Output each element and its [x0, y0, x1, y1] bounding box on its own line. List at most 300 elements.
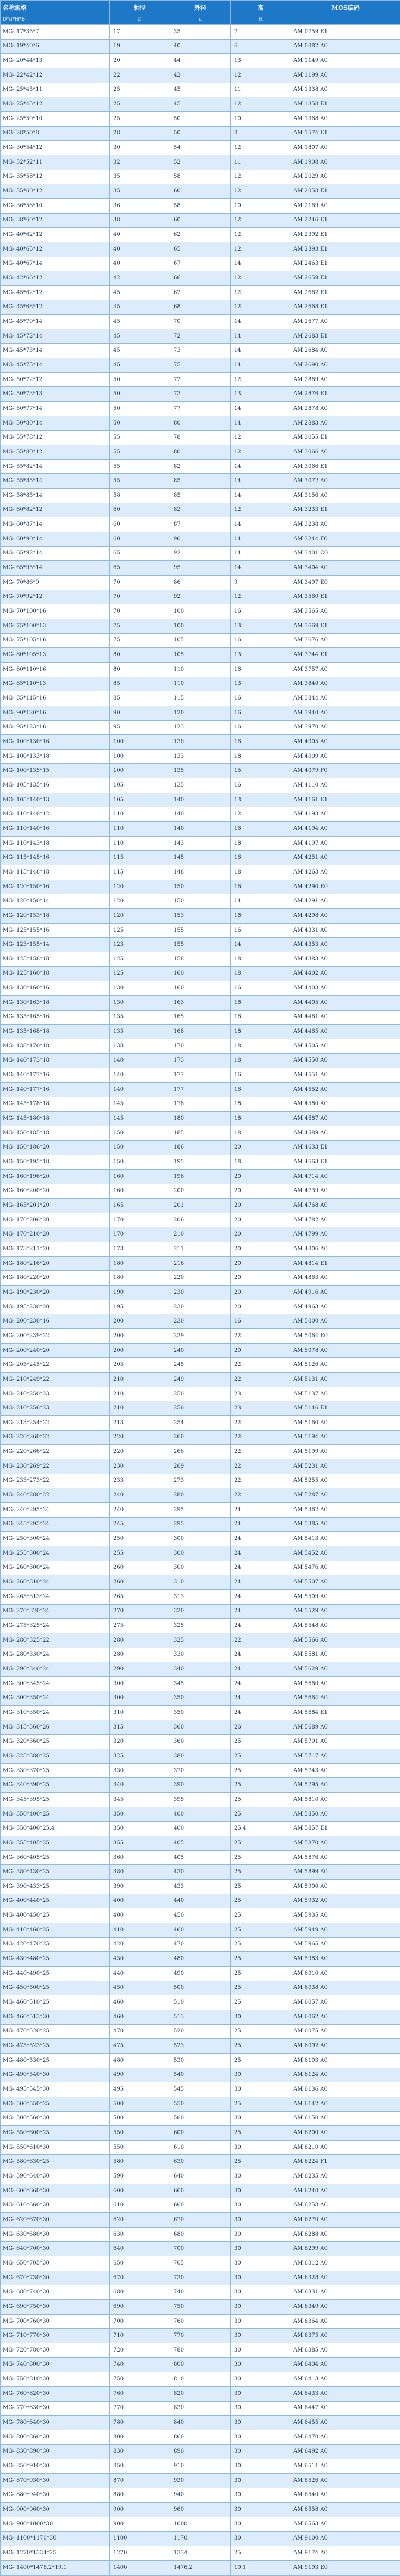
table-row — [1, 54, 400, 68]
cell-outer-diameter: 177 — [170, 1068, 231, 1083]
cell-shaft-diameter: 300 — [110, 1691, 170, 1706]
cell-shaft-diameter: 195 — [110, 1300, 170, 1314]
cell-mos-code: AM 3072 A0 — [291, 474, 400, 489]
table-row — [1, 1604, 400, 1619]
table-row — [1, 517, 400, 532]
cell-height: 25 — [231, 1763, 291, 1778]
cell-height: 30 — [231, 2386, 291, 2401]
cell-mos-code: AM 5413 A0 — [291, 1532, 400, 1546]
cell-mos-code: AM 3401 C0 — [291, 546, 400, 561]
cell-shaft-diameter: 145 — [110, 1097, 170, 1112]
cell-shaft-diameter: 60 — [110, 517, 170, 532]
cell-outer-diameter: 158 — [170, 952, 231, 967]
cell-mos-code: AM 6511 A0 — [291, 2459, 400, 2474]
cell-height: 16 — [231, 735, 291, 750]
cell-name-spec: MG- 240*280*22 — [1, 1488, 110, 1503]
cell-height: 14 — [231, 894, 291, 909]
cell-mos-code: AM 6364 A0 — [291, 2314, 400, 2329]
cell-outer-diameter: 260 — [170, 1430, 231, 1445]
table-row — [1, 2430, 400, 2444]
cell-shaft-diameter: 50 — [110, 387, 170, 402]
table-row — [1, 981, 400, 996]
cell-name-spec: MG- 850*910*30 — [1, 2459, 110, 2474]
cell-height: 7 — [231, 25, 291, 40]
cell-shaft-diameter: 460 — [110, 2010, 170, 2024]
cell-mos-code: AM 3676 A0 — [291, 633, 400, 648]
cell-mos-code: AM 6150 A0 — [291, 2111, 400, 2126]
table-row — [1, 402, 400, 416]
table-row — [1, 590, 400, 604]
cell-mos-code: AM 6455 A0 — [291, 2416, 400, 2430]
table-row — [1, 1546, 400, 1561]
cell-mos-code: AM 4161 E1 — [291, 793, 400, 807]
cell-outer-diameter: 70 — [170, 315, 231, 329]
cell-name-spec: MG- 640*700*30 — [1, 2242, 110, 2256]
table-row — [1, 83, 400, 97]
cell-mos-code: AM 2883 A0 — [291, 416, 400, 431]
cell-shaft-diameter: 22 — [110, 68, 170, 83]
cell-mos-code: AM 5581 A0 — [291, 1648, 400, 1662]
table-row — [1, 1923, 400, 1937]
table-row — [1, 1735, 400, 1749]
table-row — [1, 619, 400, 633]
cell-mos-code: AM 6413 A0 — [291, 2372, 400, 2387]
cell-mos-code: AM 4505 A0 — [291, 1039, 400, 1053]
cell-shaft-diameter: 400 — [110, 1908, 170, 1923]
cell-mos-code: AM 6124 A0 — [291, 2068, 400, 2082]
cell-mos-code: AM 2393 E1 — [291, 242, 400, 257]
cell-height: 20 — [231, 1256, 291, 1271]
cell-shaft-diameter: 17 — [110, 25, 170, 40]
cell-shaft-diameter: 40 — [110, 242, 170, 257]
cell-height: 20 — [231, 1242, 291, 1257]
cell-height: 16 — [231, 662, 291, 677]
cell-outer-diameter: 100 — [170, 604, 231, 619]
cell-height: 25 — [231, 1952, 291, 1967]
cell-outer-diameter: 266 — [170, 1445, 231, 1459]
cell-shaft-diameter: 45 — [110, 285, 170, 300]
cell-outer-diameter: 163 — [170, 995, 231, 1010]
cell-shaft-diameter: 110 — [110, 822, 170, 837]
cell-outer-diameter: 250 — [170, 1387, 231, 1401]
cell-shaft-diameter: 410 — [110, 1923, 170, 1937]
cell-mos-code: AM 4714 A0 — [291, 1169, 400, 1184]
table-row — [1, 1908, 400, 1923]
cell-outer-diameter: 73 — [170, 387, 231, 402]
cell-shaft-diameter: 870 — [110, 2473, 170, 2488]
cell-name-spec: MG- 50*72*12 — [1, 372, 110, 387]
cell-mos-code: AM 4806 A0 — [291, 1242, 400, 1257]
cell-shaft-diameter: 100 — [110, 749, 170, 764]
cell-outer-diameter: 35 — [170, 25, 231, 40]
cell-height: 12 — [231, 271, 291, 286]
cell-outer-diameter: 40 — [170, 39, 231, 54]
cell-shaft-diameter: 275 — [110, 1619, 170, 1633]
cell-name-spec: MG- 120*150*14 — [1, 894, 110, 909]
cell-shaft-diameter: 45 — [110, 344, 170, 358]
cell-height: 16 — [231, 720, 291, 735]
cell-mos-code: AM 6299 A0 — [291, 2242, 400, 2256]
cell-mos-code: AM 3744 E1 — [291, 648, 400, 663]
cell-shaft-diameter: 170 — [110, 1213, 170, 1227]
cell-name-spec: MG- 720*780*30 — [1, 2343, 110, 2358]
cell-shaft-diameter: 160 — [110, 1169, 170, 1184]
cell-name-spec: MG- 45*62*12 — [1, 285, 110, 300]
table-row — [1, 1300, 400, 1314]
cell-shaft-diameter: 173 — [110, 1242, 170, 1257]
cell-height: 14 — [231, 329, 291, 344]
cell-name-spec: MG- 80*105*13 — [1, 648, 110, 663]
cell-outer-diameter: 100 — [170, 619, 231, 633]
cell-height: 24 — [231, 1706, 291, 1720]
cell-mos-code: AM 6270 A0 — [291, 2213, 400, 2228]
cell-outer-diameter: 90 — [170, 532, 231, 546]
cell-outer-diameter: 313 — [170, 1589, 231, 1604]
cell-height: 30 — [231, 2488, 291, 2503]
cell-height: 25 — [231, 1793, 291, 1807]
cell-mos-code: AM 5287 A0 — [291, 1488, 400, 1503]
cell-outer-diameter: 60 — [170, 213, 231, 228]
cell-height: 18 — [231, 952, 291, 967]
cell-name-spec: MG- 25*45*11 — [1, 83, 110, 97]
cell-outer-diameter: 230 — [170, 1300, 231, 1314]
cell-outer-diameter: 210 — [170, 1227, 231, 1242]
cell-height: 13 — [231, 619, 291, 633]
table-row — [1, 1763, 400, 1778]
cell-name-spec: MG- 130*163*18 — [1, 995, 110, 1010]
cell-outer-diameter: 42 — [170, 68, 231, 83]
cell-height: 16 — [231, 1010, 291, 1025]
cell-height: 20 — [231, 1213, 291, 1227]
table-row — [1, 2184, 400, 2198]
cell-shaft-diameter: 340 — [110, 1778, 170, 1793]
cell-name-spec: MG- 45*73*14 — [1, 344, 110, 358]
cell-height: 25 — [231, 1778, 291, 1793]
table-row — [1, 155, 400, 170]
cell-shaft-diameter: 830 — [110, 2444, 170, 2459]
cell-outer-diameter: 860 — [170, 2430, 231, 2444]
cell-mos-code: AM 6136 A0 — [291, 2082, 400, 2097]
cell-height: 20 — [231, 1227, 291, 1242]
cell-outer-diameter: 82 — [170, 459, 231, 474]
table-row — [1, 1155, 400, 1170]
table-row — [1, 1488, 400, 1503]
cell-mos-code: AM 5795 A0 — [291, 1778, 400, 1793]
cell-shaft-diameter: 170 — [110, 1227, 170, 1242]
cell-outer-diameter: 256 — [170, 1401, 231, 1416]
table-row — [1, 141, 400, 155]
cell-name-spec: MG- 340*390*25 — [1, 1778, 110, 1793]
cell-height: 24 — [231, 1676, 291, 1691]
cell-shaft-diameter: 95 — [110, 720, 170, 735]
table-row — [1, 648, 400, 663]
cell-shaft-diameter: 140 — [110, 1082, 170, 1097]
cell-shaft-diameter: 140 — [110, 1068, 170, 1083]
cell-mos-code: AM 2246 E1 — [291, 213, 400, 228]
cell-height: 18 — [231, 909, 291, 924]
cell-height: 30 — [231, 2517, 291, 2531]
cell-mos-code: AM 5932 A0 — [291, 1894, 400, 1908]
cell-mos-code: AM 2869 A0 — [291, 372, 400, 387]
cell-mos-code: AM 5529 A0 — [291, 1604, 400, 1619]
cell-shaft-diameter: 80 — [110, 648, 170, 663]
table-row — [1, 2097, 400, 2111]
cell-shaft-diameter: 300 — [110, 1676, 170, 1691]
table-row — [1, 2242, 400, 2256]
table-row — [1, 474, 400, 489]
cell-height: 30 — [231, 2198, 291, 2213]
cell-name-spec: MG- 300*345*24 — [1, 1676, 110, 1691]
cell-outer-diameter: 249 — [170, 1373, 231, 1387]
cell-name-spec: MG- 30*54*12 — [1, 141, 110, 155]
cell-outer-diameter: 440 — [170, 1894, 231, 1908]
cell-outer-diameter: 220 — [170, 1271, 231, 1286]
cell-name-spec: MG- 120*150*16 — [1, 880, 110, 894]
table-row — [1, 1126, 400, 1140]
table-row — [1, 909, 400, 924]
cell-height: 14 — [231, 257, 291, 271]
cell-mos-code: AM 5965 A0 — [291, 1937, 400, 1952]
table-row — [1, 2488, 400, 2503]
cell-outer-diameter: 73 — [170, 344, 231, 358]
cell-shaft-diameter: 90 — [110, 706, 170, 720]
cell-height: 30 — [231, 2169, 291, 2184]
cell-mos-code: AM 9174 A0 — [291, 2546, 400, 2561]
cell-outer-diameter: 173 — [170, 1053, 231, 1068]
table-row — [1, 1416, 400, 1431]
cell-outer-diameter: 72 — [170, 372, 231, 387]
cell-name-spec: MG- 770*830*30 — [1, 2401, 110, 2416]
cell-outer-diameter: 254 — [170, 1416, 231, 1431]
table-row — [1, 1025, 400, 1039]
cell-height: 23 — [231, 1401, 291, 1416]
cell-outer-diameter: 1000 — [170, 2517, 231, 2531]
cell-height: 10 — [231, 111, 291, 126]
table-row — [1, 1169, 400, 1184]
table-row — [1, 1966, 400, 1981]
cell-height: 10 — [231, 198, 291, 213]
cell-shaft-diameter: 460 — [110, 1995, 170, 2010]
cell-mos-code: AM 6288 A0 — [291, 2227, 400, 2242]
cell-mos-code: AM 5949 A0 — [291, 1923, 400, 1937]
cell-outer-diameter: 230 — [170, 1286, 231, 1300]
table-row — [1, 1749, 400, 1764]
cell-height: 30 — [231, 2459, 291, 2474]
cell-name-spec: MG- 45*68*12 — [1, 300, 110, 315]
cell-mos-code: AM 4587 A0 — [291, 1112, 400, 1126]
cell-mos-code: AM 4251 A0 — [291, 851, 400, 865]
cell-shaft-diameter: 260 — [110, 1561, 170, 1575]
table-row — [1, 2068, 400, 2082]
table-row — [1, 2416, 400, 2430]
cell-name-spec: MG- 165*201*20 — [1, 1199, 110, 1213]
cell-mos-code: AM 2683 E1 — [291, 329, 400, 344]
cell-name-spec: MG- 140*177*16 — [1, 1082, 110, 1097]
table-row — [1, 1633, 400, 1648]
cell-mos-code: AM 3244 F0 — [291, 532, 400, 546]
cell-name-spec: MG- 480*530*25 — [1, 2053, 110, 2068]
table-row — [1, 198, 400, 213]
cell-name-spec: MG- 260*300*24 — [1, 1561, 110, 1575]
table-row — [1, 228, 400, 242]
cell-shaft-diameter: 110 — [110, 807, 170, 822]
cell-shaft-diameter: 200 — [110, 1343, 170, 1358]
cell-shaft-diameter: 100 — [110, 735, 170, 750]
cell-name-spec: MG- 180*220*20 — [1, 1271, 110, 1286]
table-row — [1, 1227, 400, 1242]
table-row — [1, 2111, 400, 2126]
table-row — [1, 2024, 400, 2039]
cell-height: 23 — [231, 1387, 291, 1401]
cell-mos-code: AM 4863 A0 — [291, 1271, 400, 1286]
cell-outer-diameter: 123 — [170, 720, 231, 735]
cell-name-spec: MG- 145*178*18 — [1, 1097, 110, 1112]
cell-height: 16 — [231, 880, 291, 894]
cell-mos-code: AM 4263 A0 — [291, 865, 400, 880]
header-row — [1, 1, 400, 15]
cell-name-spec: MG- 600*660*30 — [1, 2184, 110, 2198]
cell-mos-code: AM 1199 A0 — [291, 68, 400, 83]
cell-outer-diameter: 450 — [170, 1908, 231, 1923]
cell-outer-diameter: 380 — [170, 1749, 231, 1764]
cell-mos-code: AM 6563 A0 — [291, 2517, 400, 2531]
table-row — [1, 213, 400, 228]
cell-shaft-diameter: 800 — [110, 2430, 170, 2444]
cell-shaft-diameter: 720 — [110, 2343, 170, 2358]
cell-shaft-diameter: 680 — [110, 2285, 170, 2300]
cell-height: 25 — [231, 1908, 291, 1923]
cell-height: 24 — [231, 1546, 291, 1561]
cell-mos-code: AM 6062 A0 — [291, 2010, 400, 2024]
table-row — [1, 431, 400, 445]
cell-shaft-diameter: 270 — [110, 1604, 170, 1619]
cell-shaft-diameter: 150 — [110, 1155, 170, 1170]
cell-mos-code: AM 6075 A0 — [291, 2024, 400, 2039]
cell-mos-code: AM 6092 A0 — [291, 2039, 400, 2054]
cell-height: 20 — [231, 1169, 291, 1184]
cell-outer-diameter: 44 — [170, 54, 231, 68]
cell-name-spec: MG- 35*58*12 — [1, 170, 110, 184]
cell-shaft-diameter: 40 — [110, 228, 170, 242]
cell-mos-code: AM 1368 A0 — [291, 111, 400, 126]
cell-shaft-diameter: 35 — [110, 184, 170, 199]
cell-shaft-diameter: 590 — [110, 2169, 170, 2184]
cell-name-spec: MG- 233*273*22 — [1, 1474, 110, 1488]
cell-outer-diameter: 58 — [170, 170, 231, 184]
cell-height: 30 — [231, 2357, 291, 2372]
cell-height: 12 — [231, 372, 291, 387]
table-row — [1, 2372, 400, 2387]
table-row — [1, 1532, 400, 1546]
cell-height: 25 — [231, 1749, 291, 1764]
table-row — [1, 344, 400, 358]
cell-name-spec: MG- 120*153*18 — [1, 909, 110, 924]
cell-outer-diameter: 370 — [170, 1763, 231, 1778]
cell-height: 12 — [231, 97, 291, 112]
table-row — [1, 2256, 400, 2271]
cell-name-spec: MG- 135*168*18 — [1, 1025, 110, 1039]
cell-height: 14 — [231, 546, 291, 561]
cell-height: 25 — [231, 2097, 291, 2111]
cell-outer-diameter: 145 — [170, 851, 231, 865]
cell-shaft-diameter: 360 — [110, 1850, 170, 1865]
cell-height: 12 — [231, 807, 291, 822]
cell-height: 30 — [231, 2300, 291, 2315]
cell-height: 25 — [231, 1937, 291, 1952]
table-row — [1, 459, 400, 474]
cell-shaft-diameter: 135 — [110, 1010, 170, 1025]
table-row — [1, 822, 400, 837]
cell-outer-diameter: 110 — [170, 677, 231, 691]
cell-name-spec: MG- 55*85*14 — [1, 474, 110, 489]
cell-name-spec: MG- 900*960*30 — [1, 2503, 110, 2517]
cell-height: 16 — [231, 851, 291, 865]
cell-name-spec: MG- 58*85*14 — [1, 489, 110, 503]
table-row — [1, 1662, 400, 1677]
cell-shaft-diameter: 70 — [110, 575, 170, 590]
cell-height: 18 — [231, 1126, 291, 1140]
cell-shaft-diameter: 210 — [110, 1373, 170, 1387]
cell-height: 16 — [231, 1068, 291, 1083]
cell-outer-diameter: 160 — [170, 981, 231, 996]
cell-height: 11 — [231, 155, 291, 170]
cell-mos-code: AM 6540 A0 — [291, 2488, 400, 2503]
table-row — [1, 938, 400, 952]
cell-outer-diameter: 1334 — [170, 2546, 231, 2561]
cell-mos-code: AM 4551 A0 — [291, 1068, 400, 1083]
cell-outer-diameter: 78 — [170, 431, 231, 445]
cell-outer-diameter: 530 — [170, 2053, 231, 2068]
cell-mos-code: AM 4814 E1 — [291, 1256, 400, 1271]
cell-shaft-diameter: 315 — [110, 1720, 170, 1735]
cell-shaft-diameter: 125 — [110, 923, 170, 938]
cell-shaft-diameter: 190 — [110, 1286, 170, 1300]
table-row — [1, 793, 400, 807]
table-row — [1, 633, 400, 648]
cell-outer-diameter: 195 — [170, 1155, 231, 1170]
cell-name-spec: MG- 590*640*30 — [1, 2169, 110, 2184]
table-row — [1, 2546, 400, 2561]
cell-mos-code: AM 4079 F0 — [291, 764, 400, 778]
cell-mos-code: AM 4331 A0 — [291, 923, 400, 938]
cell-shaft-diameter: 58 — [110, 489, 170, 503]
cell-outer-diameter: 460 — [170, 1923, 231, 1937]
cell-name-spec: MG- 170*210*20 — [1, 1227, 110, 1242]
cell-name-spec: MG- 1400*1476.2*19.1 — [1, 2560, 110, 2575]
cell-shaft-diameter: 620 — [110, 2213, 170, 2228]
cell-shaft-diameter: 325 — [110, 1749, 170, 1764]
cell-height: 25 — [231, 2039, 291, 2054]
cell-shaft-diameter: 105 — [110, 778, 170, 793]
cell-height: 14 — [231, 517, 291, 532]
cell-shaft-diameter: 25 — [110, 111, 170, 126]
table-row — [1, 2126, 400, 2141]
cell-mos-code: AM 6331 A0 — [291, 2285, 400, 2300]
cell-height: 25 — [231, 1807, 291, 1822]
cell-mos-code: AM 0882 A0 — [291, 39, 400, 54]
table-row — [1, 764, 400, 778]
cell-outer-diameter: 510 — [170, 1995, 231, 2010]
cell-shaft-diameter: 290 — [110, 1662, 170, 1677]
cell-outer-diameter: 239 — [170, 1329, 231, 1344]
cell-name-spec: MG- 195*230*20 — [1, 1300, 110, 1314]
cell-name-spec: MG- 680*740*30 — [1, 2285, 110, 2300]
cell-mos-code: AM 2690 A0 — [291, 358, 400, 373]
cell-outer-diameter: 940 — [170, 2488, 231, 2503]
cell-mos-code: AM 6038 A0 — [291, 1981, 400, 1995]
table-body — [1, 25, 400, 2576]
cell-outer-diameter: 400 — [170, 1807, 231, 1822]
